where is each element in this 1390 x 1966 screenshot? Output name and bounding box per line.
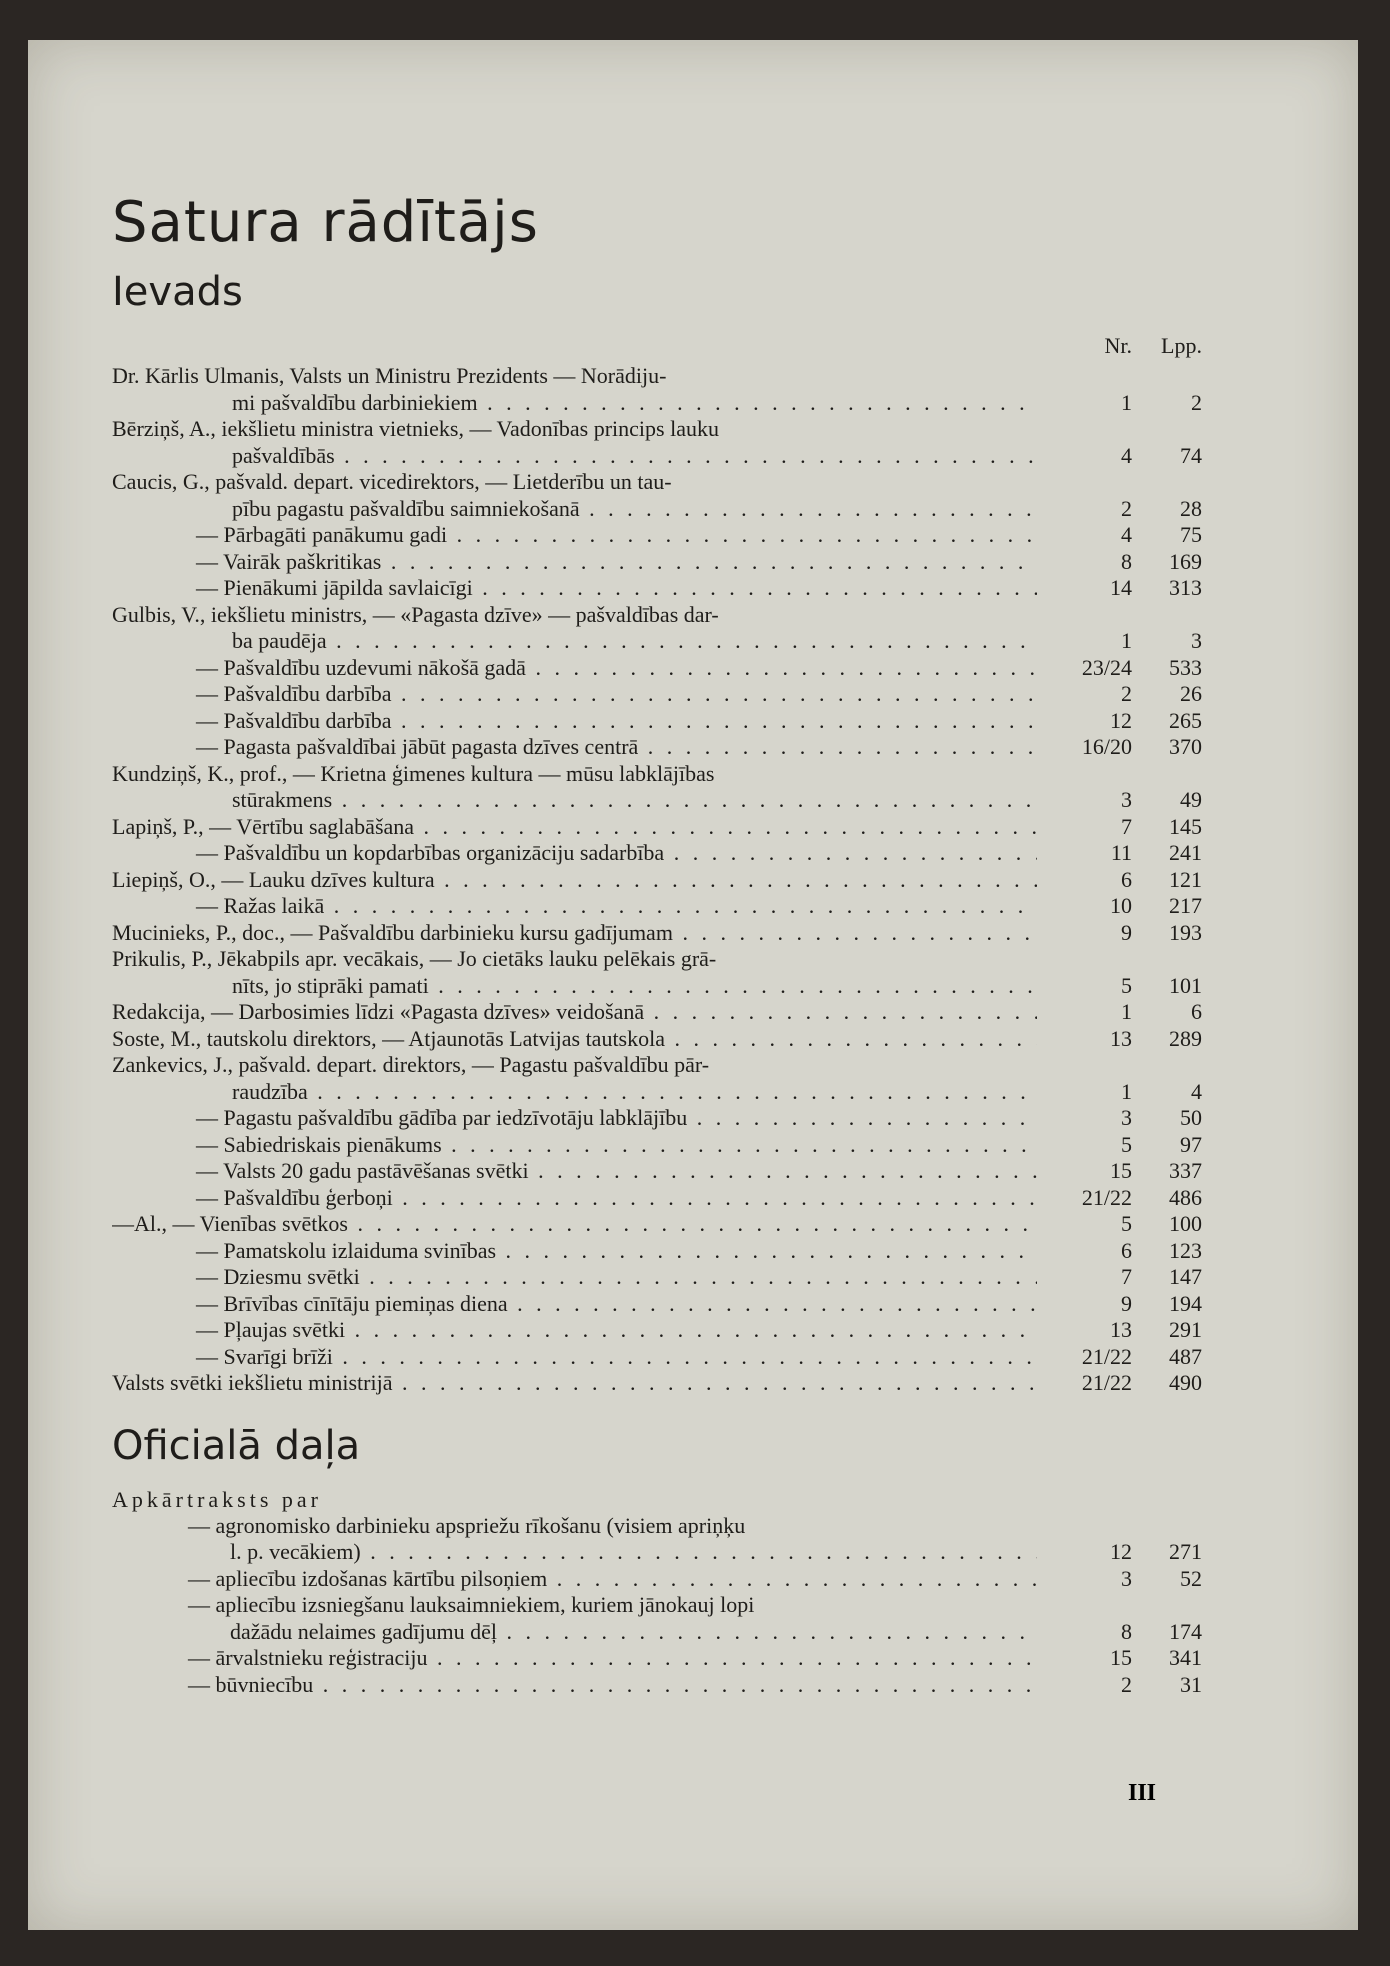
toc-entry-page: 241 <box>1169 840 1202 865</box>
toc-entry <box>112 628 1202 655</box>
toc-entry-text: — Sabiedriskais pienākums . . . <box>112 1132 1037 1159</box>
toc-entry-page: 49 <box>1180 787 1202 812</box>
toc-entry-nr: 4 <box>1121 442 1132 468</box>
toc-entry-text: — apliecību izsniegšanu lauksaimniekiem, kuriem jānokauj lopi <box>188 1592 755 1617</box>
toc-entry-text: — Dziesmu svētki . . . <box>112 1264 1037 1291</box>
toc-entry-page: 147 <box>1169 1264 1202 1289</box>
toc-entry-nr: 7 <box>1121 813 1132 839</box>
toc-entry-page: 123 <box>1169 1237 1202 1263</box>
toc-entry <box>112 1105 1202 1132</box>
toc-entry-text: Bērziņš, A., iekšlietu ministra vietnieks, — Vadonības princips lauku <box>112 416 719 441</box>
toc-entry-nr: 3 <box>1121 787 1132 812</box>
toc-entry-page: 101 <box>1169 972 1202 998</box>
toc-entry-text: — Pagastu pašvaldību gādība par iedzīvotāju labklājību . . . <box>112 1105 1037 1132</box>
section-heading-oficiala-dala: Oficialā daļa <box>112 1422 361 1469</box>
toc-entry-page: 97 <box>1180 1131 1202 1157</box>
toc-entry-text: Liepiņš, O., — Lauku dzīves kultura . . . <box>112 867 1037 894</box>
toc-entry-text: Caucis, G., pašvald. depart. vicedirektors, — Lietderību un tau- <box>112 469 672 494</box>
toc-entry-text: Redakcija, — Darbosimies līdzi «Pagasta dzīves» veidošanā . . . <box>112 999 1037 1026</box>
toc-entry-nr: 2 <box>1121 495 1132 521</box>
toc-entry-text: — Pašvaldību un kopdarbības organizāciju sadarbība . . . <box>112 840 1037 867</box>
toc-entry-nr: 8 <box>1121 548 1132 574</box>
toc-entry <box>112 1317 1202 1344</box>
toc-entry-page: 490 <box>1169 1370 1202 1395</box>
toc-entry-text: — būvniecību . . . <box>112 1672 1037 1699</box>
toc-entry-page: 194 <box>1169 1290 1202 1316</box>
toc-entry-page: 100 <box>1169 1211 1202 1236</box>
toc-entry <box>112 1079 1202 1106</box>
toc-entry-nr: 5 <box>1121 972 1132 998</box>
toc-entry <box>112 999 1202 1026</box>
toc-entry <box>112 681 1202 708</box>
toc-entry-text: raudzība . . . <box>112 1079 1037 1106</box>
column-header-lpp: Lpp. <box>1161 333 1202 358</box>
toc-entry-page: 31 <box>1180 1671 1202 1697</box>
toc-entry-page: 533 <box>1169 654 1202 680</box>
toc-entry <box>112 893 1202 920</box>
toc-entry-nr: 6 <box>1121 866 1132 892</box>
toc-entry <box>112 1344 1202 1371</box>
toc-entry-text: dažādu nelaimes gadījumu dēļ . . . <box>112 1619 1037 1646</box>
toc-entry-nr: 8 <box>1121 1618 1132 1644</box>
toc-entry-page: 169 <box>1169 548 1202 574</box>
toc-entry <box>112 1264 1202 1291</box>
page-number: III <box>1128 1780 1157 1806</box>
toc-entry-page: 370 <box>1169 734 1202 759</box>
toc-entry-page: 313 <box>1169 575 1202 600</box>
toc-entry-nr: 10 <box>1110 893 1132 918</box>
toc-entry-nr: 13 <box>1110 1317 1132 1342</box>
toc-entry <box>112 1592 1202 1619</box>
toc-entry-text: l. p. vecākiem) . . . <box>112 1539 1037 1566</box>
toc-entry-nr: 5 <box>1121 1211 1132 1236</box>
toc-entry <box>112 1291 1202 1318</box>
toc-entry <box>112 946 1202 973</box>
toc-entry-text: — Valsts 20 gadu pastāvēšanas svētki . . . <box>112 1158 1037 1185</box>
toc-entry <box>112 1158 1202 1185</box>
toc-entry <box>112 443 1202 470</box>
toc-entry-page: 6 <box>1191 999 1202 1024</box>
toc-entry-text: Lapiņš, P., — Vērtību saglabāšana . . . <box>112 814 1037 841</box>
toc-entry-page: 28 <box>1180 495 1202 521</box>
toc-entry-nr: 11 <box>1110 840 1132 865</box>
toc-entry <box>112 522 1202 549</box>
toc-entry-text: — Vairāk paškritikas . . . <box>112 549 1037 576</box>
toc-entry-text: — Brīvības cīnītāju piemiņas diena . . . <box>112 1291 1037 1318</box>
toc-entry-text: — Pagasta pašvaldībai jābūt pagasta dzīves centrā . . . <box>112 734 1037 761</box>
toc-entry-text: Soste, M., tautskolu direktors, — Atjaunotās Latvijas tautskola . . . <box>112 1026 1037 1053</box>
toc-entry-nr: 4 <box>1121 522 1132 547</box>
toc-list-oficiala <box>112 1513 1202 1699</box>
toc-entry <box>112 814 1202 841</box>
toc-entry-page: 26 <box>1180 681 1202 706</box>
toc-entry <box>112 1539 1202 1566</box>
toc-entry-page: 121 <box>1169 866 1202 892</box>
toc-entry-page: 74 <box>1180 442 1202 468</box>
toc-entry <box>112 1238 1202 1265</box>
toc-entry-text: — Pamatskolu izlaiduma svinības . . . <box>112 1238 1037 1265</box>
toc-entry <box>112 920 1202 947</box>
toc-entry <box>112 363 1202 390</box>
toc-entry-nr: 1 <box>1121 999 1132 1024</box>
toc-entry-text: — Pašvaldību darbība . . . <box>112 681 1037 708</box>
toc-entry-page: 487 <box>1169 1343 1202 1369</box>
toc-entry <box>112 416 1202 443</box>
toc-entry-nr: 23/24 <box>1081 654 1132 680</box>
toc-entry-text: — Ražas laikā . . . <box>112 893 1037 920</box>
toc-entry-nr: 12 <box>1110 1539 1132 1564</box>
toc-entry-nr: 2 <box>1121 681 1132 706</box>
toc-entry <box>112 1645 1202 1672</box>
toc-entry-nr: 3 <box>1121 1105 1132 1130</box>
toc-entry-nr: 15 <box>1110 1158 1132 1183</box>
toc-entry-text: — Svarīgi brīži . . . <box>112 1344 1037 1371</box>
toc-entry-text: Valsts svētki iekšlietu ministrijā . . . <box>112 1370 1037 1397</box>
toc-entry <box>112 973 1202 1000</box>
toc-entry <box>112 655 1202 682</box>
toc-entry-text: — Pašvaldību ģerboņi . . . <box>112 1185 1037 1212</box>
toc-entry <box>112 602 1202 629</box>
toc-entry-nr: 1 <box>1121 389 1132 415</box>
toc-entry-nr: 13 <box>1110 1025 1132 1051</box>
toc-entry-text: stūrakmens . . . <box>112 787 1037 814</box>
toc-entry-text: —Al., — Vienības svētkos . . . <box>112 1211 1037 1238</box>
toc-entry-nr: 21/22 <box>1081 1343 1132 1369</box>
toc-content <box>112 190 1202 1698</box>
toc-entry-text: — agronomisko darbinieku apspriežu rīkošanu (visiem apriņķu <box>188 1512 746 1538</box>
toc-entry-text: — apliecību izdošanas kārtību pilsoņiem . . . <box>112 1566 1037 1593</box>
toc-entry <box>112 1052 1202 1079</box>
toc-entry-text: — Pienākumi jāpilda savlaicīgi . . . <box>112 575 1037 602</box>
toc-entry-page: 337 <box>1169 1158 1202 1183</box>
toc-entry-text: Gulbis, V., iekšlietu ministrs, — «Pagasta dzīve» — pašvaldības dar- <box>112 601 719 627</box>
toc-entry-text: pību pagastu pašvaldību saimniekošanā . . . <box>112 496 1037 523</box>
toc-entry-nr: 16/20 <box>1081 734 1132 759</box>
toc-entry <box>112 840 1202 867</box>
page-title: Satura rādītājs <box>112 190 539 255</box>
circular-label: Apkārtraksts par <box>112 1486 323 1512</box>
toc-entry-page: 50 <box>1180 1105 1202 1130</box>
toc-entry-page: 75 <box>1180 522 1202 547</box>
toc-entry-nr: 7 <box>1121 1264 1132 1289</box>
toc-entry-nr: 21/22 <box>1081 1370 1132 1395</box>
toc-entry-page: 52 <box>1180 1565 1202 1591</box>
toc-entry-nr: 6 <box>1121 1237 1132 1263</box>
column-header-nr: Nr. <box>1104 333 1132 358</box>
toc-entry-page: 486 <box>1169 1184 1202 1210</box>
toc-entry-nr: 1 <box>1121 1078 1132 1104</box>
toc-entry-text: — Pašvaldību darbība . . . <box>112 708 1037 735</box>
toc-entry-text: mi pašvaldību darbiniekiem . . . <box>112 390 1037 417</box>
toc-entry <box>112 1132 1202 1159</box>
toc-entry <box>112 549 1202 576</box>
toc-entry <box>112 761 1202 788</box>
toc-entry-page: 265 <box>1169 707 1202 733</box>
toc-entry-text: — Pārbagāti panākumu gadi . . . <box>112 522 1037 549</box>
toc-entry <box>112 496 1202 523</box>
toc-entry-text: — Pļaujas svētki . . . <box>112 1317 1037 1344</box>
toc-entry-page: 289 <box>1169 1025 1202 1051</box>
toc-entry <box>112 708 1202 735</box>
toc-entry-page: 4 <box>1191 1078 1202 1104</box>
toc-entry-nr: 9 <box>1121 1290 1132 1316</box>
toc-entry <box>112 1672 1202 1699</box>
toc-entry <box>112 1619 1202 1646</box>
toc-entry-nr: 12 <box>1110 707 1132 733</box>
toc-entry <box>112 734 1202 761</box>
toc-entry <box>112 575 1202 602</box>
toc-entry-text: Kundziņš, K., prof., — Krietna ģimenes kultura — mūsu labklājības <box>112 760 715 786</box>
toc-entry-nr: 1 <box>1121 628 1132 653</box>
toc-entry <box>112 390 1202 417</box>
toc-entry-nr: 21/22 <box>1081 1184 1132 1210</box>
toc-entry <box>112 469 1202 496</box>
toc-entry-page: 174 <box>1169 1618 1202 1644</box>
toc-entry <box>112 1211 1202 1238</box>
toc-entry <box>112 1566 1202 1593</box>
toc-entry-nr: 5 <box>1121 1131 1132 1157</box>
toc-entry-text: pašvaldībās . . . <box>112 443 1037 470</box>
toc-list-ievads <box>112 363 1202 1397</box>
toc-entry-page: 271 <box>1169 1539 1202 1564</box>
toc-entry-nr: 9 <box>1121 919 1132 945</box>
toc-entry-text: Mucinieks, P., doc., — Pašvaldību darbinieku kursu gadījumam . . . <box>112 920 1037 947</box>
book-page <box>28 40 1358 1930</box>
toc-entry-text: — Pašvaldību uzdevumi nākošā gadā . . . <box>112 655 1037 682</box>
toc-entry <box>112 867 1202 894</box>
toc-entry-page: 341 <box>1169 1645 1202 1670</box>
toc-entry-text: Dr. Kārlis Ulmanis, Valsts un Ministru Prezidents — Norādiju- <box>112 363 667 388</box>
toc-entry-nr: 2 <box>1121 1671 1132 1697</box>
section-heading-ievads: Ievads <box>112 269 243 315</box>
toc-entry-text: Prikulis, P., Jēkabpils apr. vecākais, — Jo cietāks lauku pelēkais grā- <box>112 946 717 971</box>
toc-entry-nr: 3 <box>1121 1565 1132 1591</box>
toc-entry <box>112 787 1202 814</box>
toc-entry-page: 291 <box>1169 1317 1202 1342</box>
toc-entry-text: ba paudēja . . . <box>112 628 1037 655</box>
toc-entry-page: 2 <box>1191 389 1202 415</box>
toc-entry-nr: 14 <box>1110 575 1132 600</box>
toc-entry-page: 217 <box>1169 893 1202 918</box>
toc-entry <box>112 1370 1202 1397</box>
column-headers <box>112 333 1202 359</box>
toc-entry-page: 193 <box>1169 919 1202 945</box>
toc-entry-text: nīts, jo stiprāki pamati . . . <box>112 973 1037 1000</box>
toc-entry-page: 3 <box>1191 628 1202 653</box>
toc-entry <box>112 1513 1202 1540</box>
toc-entry-text: Zankevics, J., pašvald. depart. direktors, — Pagastu pašvaldību pār- <box>112 1052 710 1077</box>
toc-entry-text: — ārvalstnieku reģistraciju . . . <box>112 1645 1037 1672</box>
toc-entry-page: 145 <box>1169 813 1202 839</box>
toc-entry <box>112 1026 1202 1053</box>
toc-entry <box>112 1185 1202 1212</box>
toc-entry-nr: 15 <box>1110 1645 1132 1670</box>
